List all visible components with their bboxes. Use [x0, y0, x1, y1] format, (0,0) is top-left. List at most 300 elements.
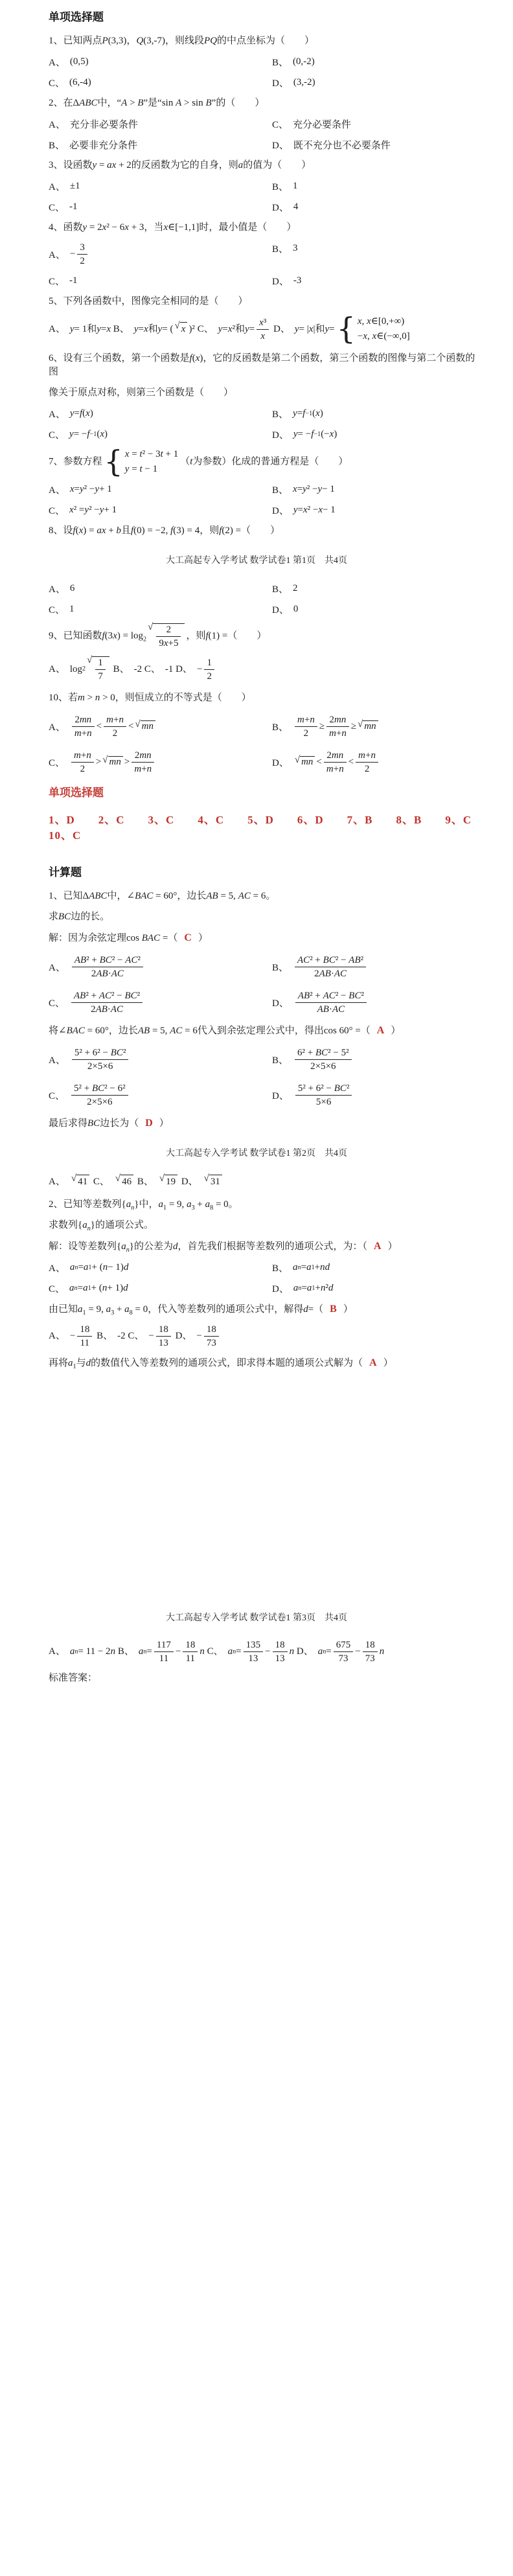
option-body	[293, 954, 368, 980]
calc2-opt1-d	[272, 1282, 333, 1295]
option-label: D、	[272, 78, 289, 89]
radical-icon: √	[102, 755, 108, 765]
math-variable: AB	[96, 968, 108, 979]
option-body: y = f ( x )	[69, 408, 93, 419]
option-label: C、	[49, 506, 65, 516]
answer-letter: B	[330, 1304, 337, 1315]
option-body: a n = a 1 + ( n − 1) d	[69, 1262, 129, 1272]
calc2-solution-3: 再将$a_1$与d的数值代入等差数列的通项公式，即求得本题的通项公式解为（ A ）	[49, 1357, 393, 1370]
math-variable: f	[302, 408, 306, 419]
numerator: 6² + BC² − 5²	[295, 1047, 352, 1060]
option-body: (0,5)	[69, 56, 89, 67]
math-variable: n	[297, 1263, 301, 1271]
fraction	[334, 1639, 354, 1664]
subscript: 1	[73, 1363, 76, 1370]
q1-option-b	[272, 55, 315, 69]
option-body: √ mn < $\frac{2mn}{m+n}$ < $\frac{m+n}{2}$	[293, 750, 380, 775]
numerator: 18	[156, 1324, 171, 1337]
option-label: B、	[113, 323, 130, 334]
math-variable: f	[311, 429, 314, 439]
math-variable: n	[126, 1247, 130, 1254]
option-label: C、	[197, 323, 214, 334]
q7-stem: 7、参数方程 { x = t² − 3t + 1 y = t − 1 （t为参数）化成的普通方程是（ ）	[49, 444, 348, 479]
q8-option-d	[272, 603, 298, 616]
option-body: a n = $\frac{117}{11}$ − $\frac{18}{11}$ n	[138, 1640, 205, 1664]
q6-option-a	[49, 407, 272, 420]
option-body: 1	[69, 604, 74, 614]
math-variable: BC	[87, 1118, 100, 1129]
denominator: 13	[248, 1653, 258, 1664]
math-variable: f	[130, 525, 134, 536]
denominator: 73	[365, 1653, 375, 1664]
option-label: D、	[176, 663, 192, 674]
math-variable: y	[293, 429, 298, 439]
q2-option-b	[49, 138, 272, 152]
sqrt	[102, 756, 123, 768]
math-variable: PQ	[204, 36, 218, 46]
q5-option-c	[198, 317, 271, 342]
left-brace: {	[104, 444, 123, 479]
math-variable: a	[69, 1283, 74, 1293]
q6-stem-line-2: 像关于原点对称，则第三个函数是（ ）	[49, 387, 234, 398]
math-variable: AB	[348, 954, 361, 965]
q8-stem: 8、设f(x) = ax + b且f(0) = −2, f(3) = 4，则f(2) =（ ）	[49, 525, 280, 536]
numerator: 18	[273, 1639, 288, 1652]
fraction	[77, 1324, 92, 1349]
math-variable: n	[146, 763, 152, 774]
fraction	[256, 317, 269, 342]
math-variable: m	[358, 750, 366, 761]
q3-options-row-2	[49, 200, 477, 214]
math-variable: AC	[323, 990, 336, 1001]
q7-option-b	[272, 483, 335, 496]
q10-option-c	[49, 748, 272, 776]
option-body: a n = 11 − 2 n	[70, 1645, 115, 1659]
option-label: D、	[296, 1646, 314, 1657]
radical-icon: √	[135, 719, 141, 730]
math-variable: BAC	[135, 891, 154, 901]
radicand	[300, 756, 315, 768]
numerator: 18	[183, 1639, 198, 1652]
subscript	[87, 1225, 91, 1232]
page-footer-1: 大工高起专入学考试 数学试卷1 第1页 共4页	[166, 556, 347, 566]
option-body: -2	[117, 1331, 126, 1341]
option-body: a n = a 1 + ( n + 1) d	[69, 1283, 128, 1293]
calc2-opt3-d	[297, 1639, 384, 1664]
option-label: D、	[272, 605, 289, 615]
denominator: 2	[303, 728, 309, 739]
math-variable: ax	[107, 160, 117, 170]
calc2-opt2-a	[49, 1324, 94, 1349]
math-variable: AC	[170, 1026, 183, 1036]
math-variable: a	[187, 1199, 192, 1210]
q1-option-d	[272, 76, 315, 89]
q6-options-row-1	[49, 407, 477, 420]
math-variable: B	[205, 98, 212, 108]
option-label: B、	[272, 409, 289, 420]
option-label: B、	[272, 485, 289, 496]
calc2-stem: 2、已知等差数列$\{a_n\}$中，$a_1 = 9$, $a_3 + a_8 = 0$。	[49, 1199, 238, 1212]
option-label: D、	[272, 141, 289, 151]
math-variable: d	[123, 1262, 129, 1272]
calc2-opts1-row-2	[49, 1282, 477, 1295]
q7-options-row-2	[49, 503, 477, 517]
math-variable: BC	[110, 1047, 123, 1058]
math-variable: n	[87, 1225, 91, 1232]
fraction	[104, 714, 126, 739]
math-variable: AB	[319, 968, 331, 979]
math-variable: m	[326, 763, 334, 774]
math-variable: x	[69, 505, 74, 515]
q3-option-b	[272, 179, 298, 193]
q8-option-b	[272, 582, 298, 595]
option-body: $\frac{2mn}{m+n}$ < $\frac{m+n}{2}$ < √ mn	[70, 714, 157, 739]
math-variable: d	[303, 1304, 308, 1315]
math-variable: x	[293, 484, 297, 494]
math-variable: AC	[238, 891, 251, 901]
option-label: A、	[49, 250, 65, 260]
option-label: A、	[49, 1331, 65, 1341]
math-variable: BAC	[141, 933, 161, 943]
option-label: C、	[49, 430, 65, 441]
radicand	[92, 656, 109, 682]
math-variable: n	[233, 1648, 236, 1655]
option-label: C、	[272, 120, 289, 130]
math-variable: a	[205, 1199, 211, 1210]
math-variable: a	[121, 1241, 126, 1252]
math-variable: x	[308, 323, 314, 334]
q3-option-c	[49, 200, 272, 214]
denominator: 13	[275, 1653, 285, 1664]
denominator: 2	[80, 256, 85, 266]
radicand	[153, 623, 185, 649]
calc1-opt3-d	[181, 1175, 223, 1189]
math-variable: a	[83, 1283, 88, 1293]
math-variable: n	[379, 1646, 385, 1657]
option-body	[69, 990, 144, 1015]
denominator: 5×6	[315, 1096, 332, 1107]
option-body: − $\frac{1}{2}$	[197, 657, 216, 682]
math-variable: BC	[334, 1083, 347, 1094]
denominator: 2×5×6	[310, 1061, 336, 1072]
q2-options-row-1	[49, 117, 477, 131]
q5-stem: 5、下列各函数中，图像完全相同的是（ ）	[49, 296, 248, 306]
math-variable: t	[139, 464, 142, 474]
denominator	[256, 330, 269, 342]
math-variable: x	[69, 484, 74, 494]
sqrt	[115, 1175, 133, 1189]
math-variable: n	[74, 1284, 78, 1292]
q6-option-d	[272, 428, 337, 441]
numerator: 3	[77, 242, 87, 255]
calc1-solution-3: 最后求得BC边长为（ D ）	[49, 1118, 169, 1129]
radical-icon: √	[159, 1173, 165, 1184]
numerator: m+n	[295, 714, 317, 727]
fraction	[156, 1324, 171, 1349]
math-variable: n	[339, 763, 344, 774]
numerator: m+n	[71, 750, 94, 763]
option-label: D、	[272, 757, 289, 768]
q6-option-b	[272, 407, 323, 420]
cases-stack	[125, 448, 178, 476]
subscript	[126, 1247, 130, 1254]
option-label: B、	[272, 1263, 289, 1274]
radical-icon: √	[203, 1173, 209, 1184]
option-label: A、	[49, 962, 65, 973]
sqrt	[71, 1175, 89, 1189]
option-body: 既不充分也不必要条件	[293, 141, 391, 151]
q6-stem-line-1: 6、设有三个函数，第一个函数是f(x)，它的反函数是第二个函数，第三个函数的图像与第二个函数的图	[49, 353, 475, 377]
radical-icon: √	[148, 622, 154, 632]
math-variable: n	[341, 728, 347, 739]
math-variable: AC	[125, 954, 138, 965]
numerator: 2mn	[72, 714, 95, 727]
option-body: (0,-2)	[293, 56, 315, 67]
math-variable: x	[124, 449, 130, 459]
numerator: m+n	[104, 714, 126, 727]
numerator: 5² + 6² − BC²	[72, 1047, 129, 1060]
denominator: 2×5×6	[87, 1061, 113, 1072]
q9-option-b	[113, 663, 142, 676]
cases-line: y = t − 1	[124, 464, 158, 474]
option-body: 4	[293, 201, 299, 212]
math-variable: n	[289, 1646, 295, 1657]
q4-option-d	[272, 274, 301, 288]
math-variable: d	[123, 1283, 128, 1293]
option-body: $\frac{m+n}{2}$ > √ mn > $\frac{2mn}{m+n}$	[69, 750, 156, 775]
calc1-solution-2: 将∠BAC = 60°，边长AB = 5, AC = 6代入到余弦定理公式中，得出cos 60° =（ A ）	[49, 1025, 401, 1036]
denominator: 9x+5	[159, 638, 179, 649]
option-label: D、	[272, 1090, 289, 1101]
option-body: − $\frac{18}{13}$	[148, 1324, 172, 1349]
math-variable: b	[116, 525, 121, 536]
numerator: 2mn	[326, 714, 349, 727]
math-variable: n	[323, 1648, 326, 1655]
option-body: y = x ² − x − 1	[293, 505, 336, 515]
math-variable: P	[102, 36, 108, 46]
option-body	[293, 1083, 354, 1108]
math-variable: a	[126, 1199, 131, 1210]
denominator: 2AB·AC	[91, 968, 124, 979]
numerator: 1	[204, 657, 214, 670]
calc2-ask: 求数列$\{a_n\}$的通项公式。	[49, 1220, 154, 1232]
subscript: 3	[191, 1204, 195, 1212]
q7-option-d	[272, 503, 336, 517]
calc1-opts1-row-2	[49, 988, 477, 1017]
option-body: a n = a 1 + nd	[293, 1262, 330, 1272]
math-variable: Q	[136, 36, 144, 46]
q10-stem: 10、若m > n > 0，则恒成立的不等式是（ ）	[49, 693, 251, 703]
option-body: y = x 和 y = ( √ x )²	[134, 322, 195, 336]
q3-option-a	[49, 179, 272, 193]
q8-options-row-1	[49, 582, 477, 595]
math-variable: AB	[74, 954, 87, 965]
option-label: D、	[272, 430, 289, 441]
option-label: B、	[113, 663, 130, 674]
radicand	[108, 756, 123, 768]
left-brace: {	[336, 311, 356, 347]
numerator: 117	[154, 1639, 174, 1652]
math-variable: x	[102, 222, 107, 233]
option-body: ±1	[69, 181, 80, 191]
math-variable: y	[294, 323, 299, 334]
math-variable: n	[95, 693, 100, 703]
math-variable: y	[82, 222, 87, 233]
calc1-opt1-d	[272, 988, 369, 1017]
option-label: D、	[181, 1176, 198, 1187]
option-body: x ² = y ² − y + 1	[69, 505, 117, 515]
math-variable: x	[106, 323, 111, 334]
option-label: A、	[49, 323, 65, 334]
q2-option-d	[272, 138, 391, 152]
math-variable: y	[99, 505, 104, 515]
denominator: 2	[364, 763, 370, 774]
math-variable: a	[124, 1304, 130, 1315]
option-body: − $\frac{18}{73}$	[196, 1324, 220, 1349]
calc2-opt2-b	[97, 1329, 126, 1343]
denominator: 2	[80, 763, 86, 774]
numerator: 18	[204, 1324, 219, 1337]
option-label: B、	[272, 58, 289, 68]
math-variable: f	[79, 408, 83, 419]
calc2-opt1-c	[49, 1282, 272, 1295]
math-variable: mn	[141, 721, 154, 731]
numerator: AC² + BC² − AB²	[295, 954, 366, 967]
cases-line: x = t² − 3t + 1	[124, 449, 179, 459]
math-variable: nd	[320, 1262, 330, 1272]
radicand: 46	[120, 1175, 133, 1189]
math-variable: y	[92, 160, 97, 170]
math-variable: AB	[206, 891, 218, 901]
numerator: 18	[77, 1324, 92, 1337]
option-label: C、	[128, 1331, 144, 1341]
option-body: 3	[293, 243, 298, 253]
math-variable: t	[190, 456, 193, 467]
math-variable: y	[84, 505, 89, 515]
math-variable: x	[100, 429, 105, 439]
radical-icon: √	[115, 1173, 121, 1184]
denominator: m+n	[326, 763, 344, 774]
math-variable: a	[82, 1220, 87, 1230]
q2-option-a	[49, 117, 272, 131]
math-variable: B	[137, 98, 144, 108]
q5-option-a	[49, 323, 111, 336]
option-label: B、	[117, 1646, 134, 1657]
math-variable: BAC	[66, 1026, 85, 1036]
option-label: C、	[144, 663, 161, 674]
subscript: 3	[111, 1309, 115, 1317]
option-body	[158, 1175, 179, 1189]
q1-options-row-1	[49, 55, 477, 69]
radical-icon: √	[71, 1173, 77, 1184]
blank-gap	[49, 1377, 477, 1595]
math-variable: mn	[79, 714, 92, 725]
math-variable: m	[329, 728, 336, 739]
q8-options-row-2	[49, 603, 477, 616]
answer-key-line: 1、D 2、C 3、C 4、C 5、D 6、D 7、B 8、B 9、C 10、C	[49, 814, 496, 842]
radicand: 19	[165, 1175, 177, 1189]
calc1-opt3-b	[137, 1175, 179, 1189]
numerator: 5² + 6² − BC²	[295, 1083, 352, 1096]
math-variable: n	[320, 1283, 326, 1293]
cases-line: −x, x∈(−∞,0]	[357, 331, 410, 341]
option-body: -1	[69, 275, 78, 286]
math-variable: BC	[99, 954, 112, 965]
option-label: D、	[272, 277, 289, 287]
fraction	[131, 750, 154, 775]
fraction	[71, 750, 94, 775]
math-variable: BC	[348, 990, 361, 1001]
option-label: C、	[207, 1646, 223, 1657]
calc2-opt1-b	[272, 1261, 330, 1274]
numerator: 1	[95, 657, 106, 670]
option-body: -3	[293, 275, 302, 286]
math-variable: m	[106, 714, 113, 725]
math-variable: n	[102, 1283, 108, 1293]
math-variable: x	[372, 331, 377, 341]
math-variable: y	[293, 505, 298, 515]
math-variable: a	[78, 1304, 83, 1315]
q4-option-c	[49, 274, 272, 288]
option-label: A、	[49, 663, 65, 674]
math-variable: y	[157, 323, 163, 334]
math-variable: f	[102, 630, 105, 641]
q4-options-row-1	[49, 242, 477, 267]
q7-option-c	[49, 503, 272, 517]
math-variable: y	[218, 323, 223, 334]
math-variable: y	[133, 323, 139, 334]
q3-options-row-1	[49, 179, 477, 193]
calc1-opt2-c	[49, 1081, 272, 1109]
fraction	[295, 954, 366, 980]
math-variable: m	[134, 763, 142, 774]
q2-stem: 2、在ΔABC中，“A > B”是“sin A > sin B”的（ ）	[49, 98, 265, 108]
mcq-heading: 单项选择题	[49, 11, 104, 23]
math-variable: AC	[110, 1004, 124, 1015]
math-variable: n	[74, 1263, 78, 1271]
math-variable: A	[121, 98, 128, 108]
option-body	[70, 1047, 131, 1072]
option-label: A、	[49, 1646, 65, 1657]
fraction	[295, 1047, 352, 1072]
math-variable: a	[238, 160, 244, 170]
option-body	[114, 1175, 135, 1189]
q8-option-a	[49, 582, 272, 595]
calc1-opt1-c	[49, 988, 272, 1017]
q5-option-b	[113, 322, 195, 336]
radical-icon: √	[358, 719, 363, 730]
option-body: 2	[293, 583, 298, 593]
denominator: 2AB·AC	[91, 1004, 124, 1015]
math-variable: n	[143, 1648, 147, 1655]
page-footer-2: 大工高起专入学考试 数学试卷1 第2页 共4页	[166, 1149, 347, 1158]
denominator: 7	[98, 671, 103, 682]
option-label: A、	[49, 722, 65, 733]
option-body: $\frac{m+n}{2}$ ≥ $\frac{2mn}{m+n}$ ≥ √ mn	[293, 714, 380, 739]
math-variable: x	[163, 638, 168, 649]
option-body: y = − f −1 ( x )	[69, 429, 108, 439]
cases	[104, 444, 179, 479]
calc1-opt2-b	[272, 1045, 354, 1074]
math-variable: a	[227, 1646, 233, 1657]
math-variable: n	[131, 1204, 135, 1212]
option-label: A、	[49, 485, 65, 496]
sqrt	[135, 720, 155, 732]
fraction	[326, 714, 349, 739]
q6-options-row-2	[49, 428, 477, 441]
math-variable: x	[143, 323, 148, 334]
sqrt	[87, 656, 109, 682]
